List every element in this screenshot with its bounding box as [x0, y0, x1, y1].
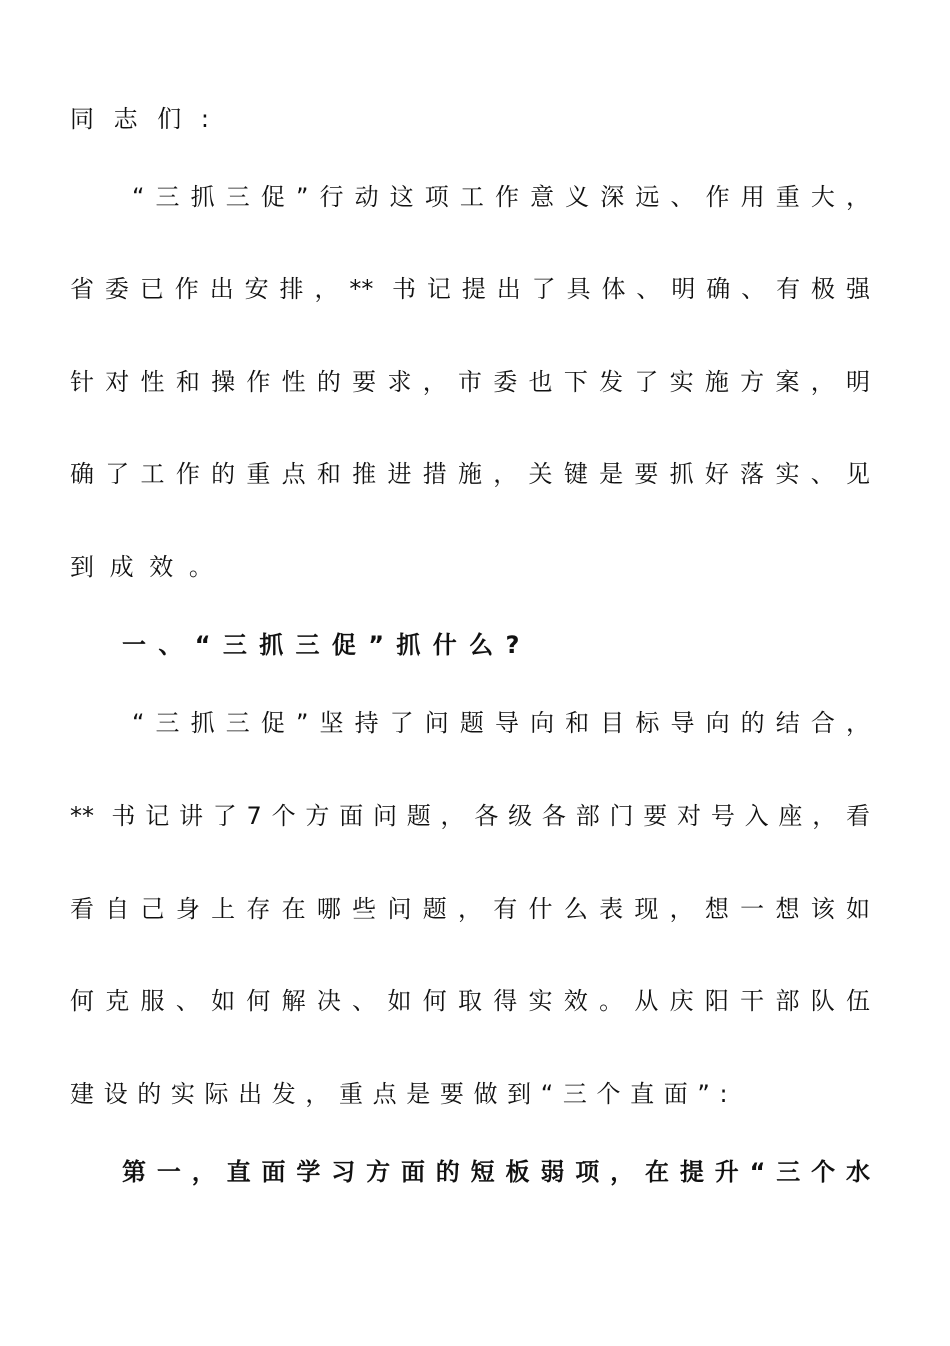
- section-heading: 一 、 “ 三 抓 三 促 ” 抓 什 么 ?: [122, 631, 522, 659]
- paragraph-line: 到 成 效 。: [70, 553, 217, 581]
- salutation: 同 志 们 :: [70, 105, 215, 133]
- paragraph-line: 针对性和操作性的要求，市委也下发了实施方案，明: [70, 368, 870, 396]
- paragraph-line: 确了工作的重点和推进措施，关键是要抓好落实、见: [70, 460, 870, 488]
- paragraph-line: 何克服、如何解决、如何取得实效。从庆阳干部队伍: [70, 987, 870, 1015]
- paragraph-line: 省委已作出安排，** 书记提出了具体、明确、有极强: [70, 275, 870, 303]
- paragraph-line: 建 设 的 实 际 出 发 ， 重 点 是 要 做 到 “ 三 个 直 面 ” :: [70, 1080, 729, 1108]
- subsection-heading: 第一，直面学习方面的短板弱项，在提升“三个水: [122, 1158, 870, 1186]
- paragraph-line: “三抓三促”行动这项工作意义深远、作用重大，: [132, 183, 870, 211]
- paragraph-line: ** 书记讲了7个方面问题，各级各部门要对号入座，看: [70, 802, 870, 830]
- paragraph-line: 看自己身上存在哪些问题，有什么表现，想一想该如: [70, 895, 870, 923]
- paragraph-line: “三抓三促”坚持了问题导向和目标导向的结合，: [132, 709, 870, 737]
